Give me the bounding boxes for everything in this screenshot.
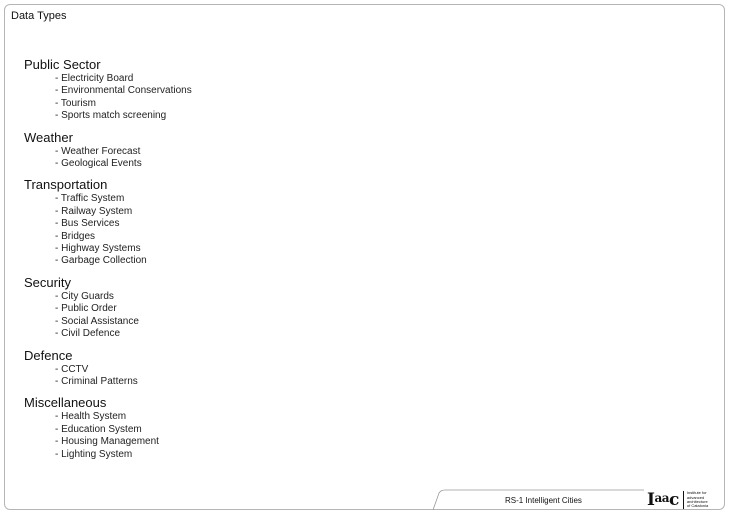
section-heading: Transportation [24, 177, 108, 193]
logo-divider [683, 491, 684, 509]
list-item: - Lighting System [55, 448, 133, 460]
logo-caption-line: Institute for [686, 490, 707, 496]
list-item: - Bridges [55, 230, 96, 242]
list-item: - Public Order [55, 303, 117, 315]
logo-caption [687, 491, 713, 509]
list-item: - Health System [55, 411, 127, 423]
section-heading: Security [24, 274, 71, 290]
list-item: - Education System [55, 423, 142, 435]
list-item: - Garbage Collection [55, 255, 147, 267]
logo-caption-line: advanced [686, 494, 705, 500]
list-item: - Social Assistance [55, 315, 139, 327]
section [24, 348, 192, 389]
list-item: - Bus Services [55, 218, 120, 230]
logo-mark: Iaac [647, 489, 679, 510]
list-item: - Sports match screening [55, 110, 167, 122]
list-item: - Environmental Conservations [55, 85, 192, 97]
logo-caption-line: architecture [686, 499, 708, 504]
page-title: Data Types [11, 10, 67, 22]
list-item: - Highway Systems [55, 243, 141, 255]
list-item: - Electricity Board [55, 73, 134, 84]
section-heading: Defence [24, 347, 73, 363]
list-item: - Tourism [55, 97, 96, 109]
list-item: - Railway System [55, 205, 133, 217]
list-item: - Geological Events [55, 158, 142, 170]
section-heading: Miscellaneous [24, 395, 107, 411]
list-item: - CCTV [55, 363, 89, 375]
list-item: - Civil Defence [55, 328, 121, 340]
list-item: - Weather Forecast [55, 145, 141, 157]
section-heading: Public Sector [24, 57, 101, 72]
logo-caption-line: of Catalonia [686, 503, 709, 509]
list-item: - Housing Management [55, 436, 159, 448]
course-name: RS-1 Intelligent Cities [505, 496, 582, 505]
data-types-list [24, 57, 192, 468]
section [24, 275, 192, 341]
section [24, 57, 192, 123]
list-item: - City Guards [55, 290, 114, 302]
list-item: - Traffic System [55, 193, 125, 205]
page-frame [4, 4, 725, 510]
section [24, 395, 192, 461]
iaac-logo [647, 490, 713, 510]
section [24, 177, 192, 267]
section-heading: Weather [24, 129, 73, 145]
section [24, 130, 192, 171]
list-item: - Criminal Patterns [55, 375, 138, 387]
footer-tab [433, 489, 644, 511]
